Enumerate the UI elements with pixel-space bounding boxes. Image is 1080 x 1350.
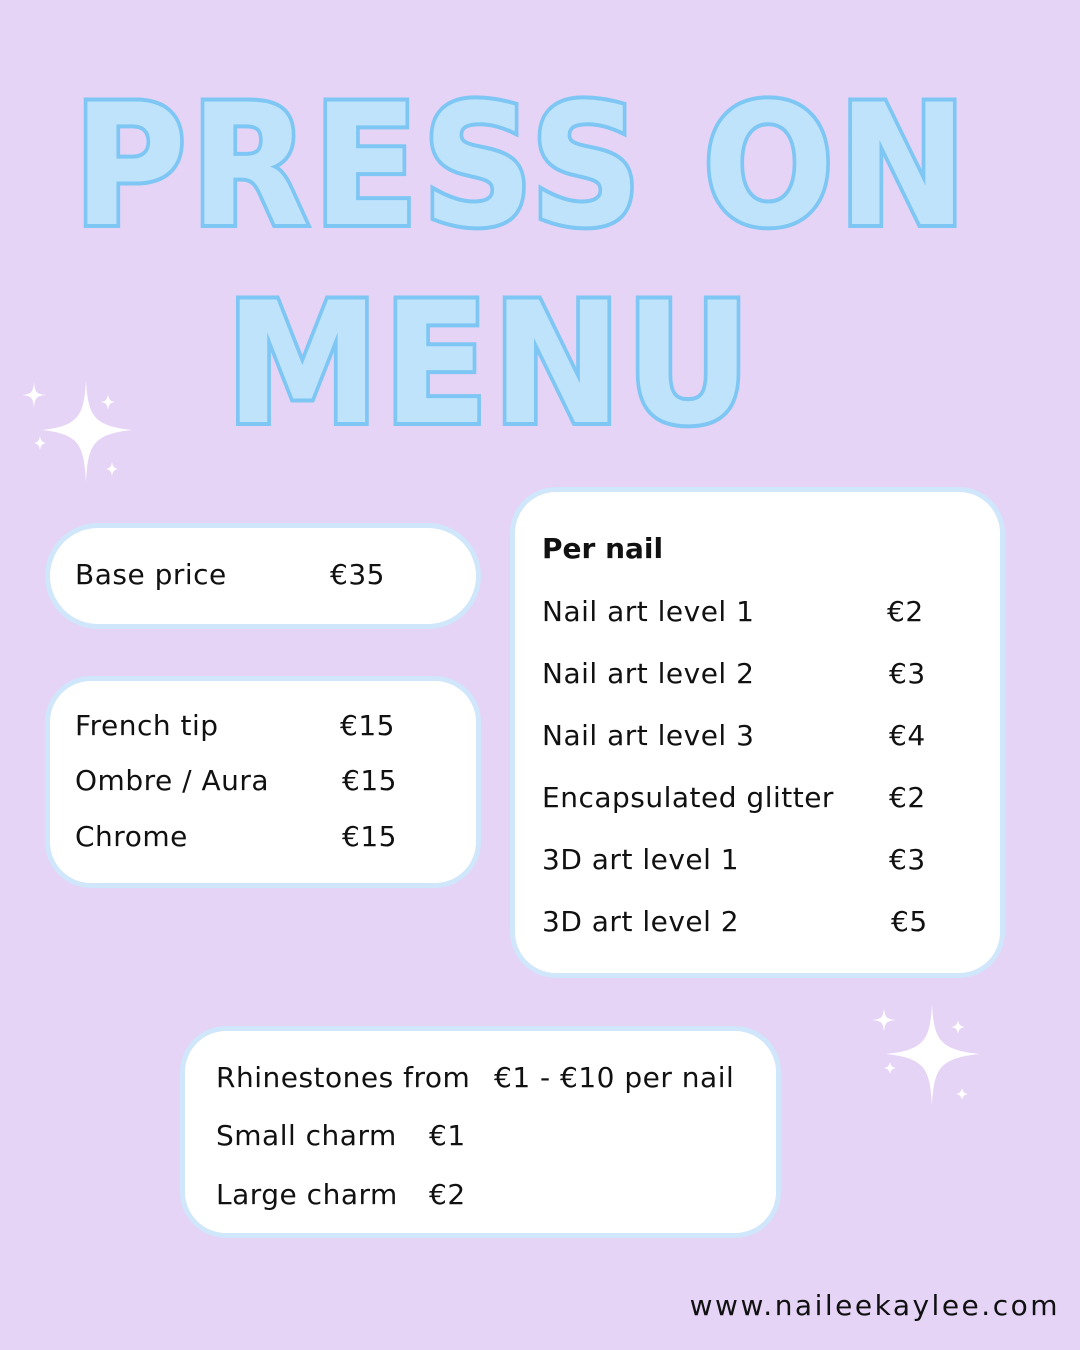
item-price: €5 <box>891 905 928 938</box>
title-line-1: PRESS ON <box>73 68 971 264</box>
per-nail-card <box>510 487 1005 978</box>
item-label: 3D art level 1 <box>542 843 740 876</box>
item-price: €2 <box>429 1178 466 1211</box>
extras-card <box>180 1026 781 1238</box>
item-price: €1 <box>429 1119 466 1152</box>
item-label: Ombre / Aura <box>75 764 270 797</box>
per-nail-heading: Per nail <box>542 532 664 565</box>
item-price: €15 <box>342 820 397 853</box>
item-price: €1 - €10 per nail <box>494 1061 735 1094</box>
item-label: Nail art level 1 <box>542 595 755 628</box>
item-price: €2 <box>889 781 926 814</box>
item-price: €3 <box>889 843 926 876</box>
sparkle-icon <box>864 1000 989 1110</box>
item-price: €15 <box>342 764 397 797</box>
base-price-card <box>45 523 481 629</box>
item-label: Rhinestones from <box>216 1061 471 1094</box>
item-label: Base price <box>75 558 227 591</box>
item-label: Large charm <box>216 1178 398 1211</box>
item-label: Nail art level 2 <box>542 657 755 690</box>
item-price: €3 <box>889 657 926 690</box>
item-label: French tip <box>75 709 219 742</box>
item-price: €15 <box>340 709 395 742</box>
item-label: Chrome <box>75 820 188 853</box>
item-price: €2 <box>887 595 924 628</box>
sparkle-icon <box>14 376 139 486</box>
styles-card <box>45 676 481 888</box>
item-price: €4 <box>889 719 926 752</box>
title-line-2: MENU <box>225 266 755 462</box>
item-label: Small charm <box>216 1119 397 1152</box>
item-label: Encapsulated glitter <box>542 781 834 814</box>
item-label: Nail art level 3 <box>542 719 755 752</box>
item-price: €35 <box>330 558 385 591</box>
item-label: 3D art level 2 <box>542 905 740 938</box>
website-url: www.naileekaylee.com <box>689 1289 1060 1322</box>
